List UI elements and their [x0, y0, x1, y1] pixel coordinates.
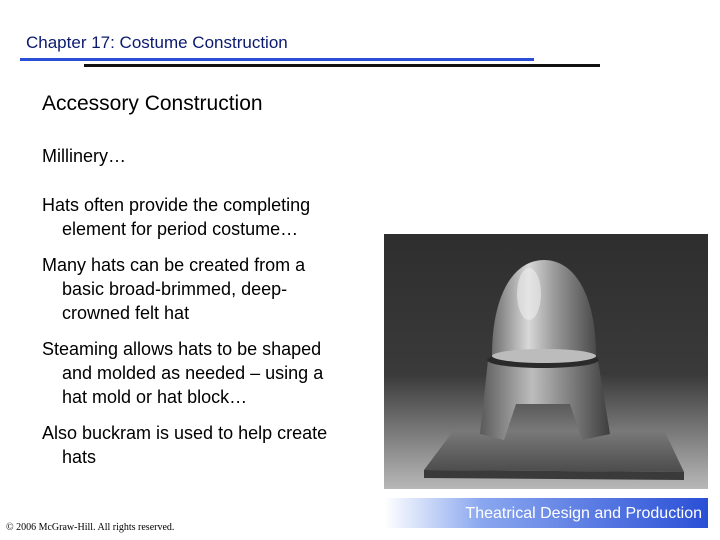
paragraph-line: Steaming allows hats to be shaped	[42, 339, 322, 359]
paragraph-line: basic broad-brimmed, deep-	[62, 279, 288, 299]
paragraph-line: and molded as needed – using a	[62, 363, 324, 383]
chapter-title: Chapter 17: Costume Construction	[26, 33, 288, 52]
paragraph-line: crowned felt hat	[62, 303, 190, 323]
bullet-paragraph	[42, 421, 372, 469]
bullet-paragraph	[42, 253, 372, 325]
paragraph-line: hats	[62, 447, 97, 467]
header-rule-blue	[20, 58, 534, 61]
book-title: Theatrical Design and Production	[465, 505, 702, 522]
paragraph-line: hat mold or hat block…	[62, 387, 248, 407]
bullet-paragraph	[42, 337, 372, 409]
copyright-notice: © 2006 McGraw-Hill. All rights reserved.	[6, 522, 175, 533]
slide-subheading: Millinery…	[42, 146, 127, 166]
paragraph-line: element for period costume…	[62, 219, 299, 239]
paragraph-line: Also buckram is used to help create	[42, 423, 328, 443]
header-rule-black	[84, 64, 600, 67]
hat-block-photo	[384, 234, 708, 489]
slide-heading: Accessory Construction	[42, 92, 263, 115]
paragraph-line: Many hats can be created from a	[42, 255, 306, 275]
bullet-paragraph	[42, 193, 372, 241]
paragraph-line: Hats often provide the completing	[42, 195, 311, 215]
